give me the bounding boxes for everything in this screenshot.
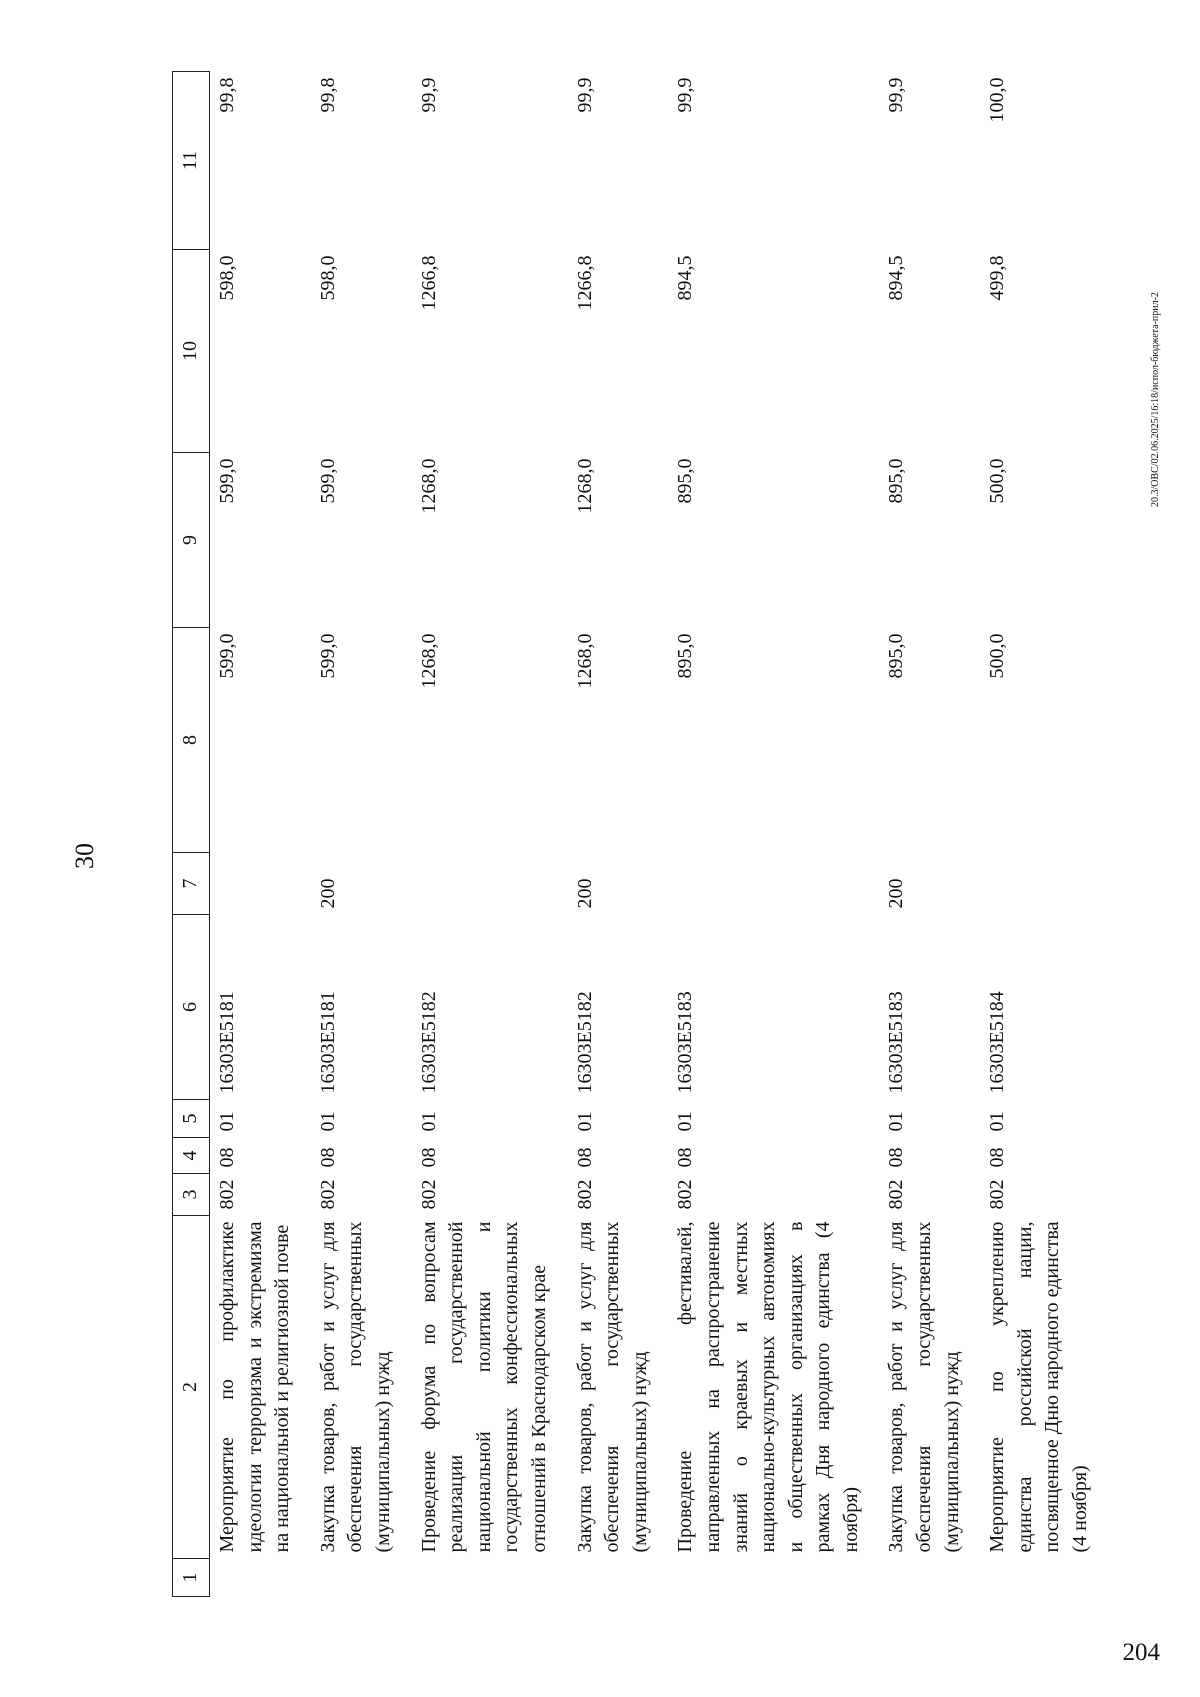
cell-number <box>668 1559 879 1597</box>
cell-value-9: 599,0 <box>316 458 339 504</box>
cell-expense-type <box>210 853 311 915</box>
table-row <box>210 72 311 1597</box>
cell-value-10: 894,5 <box>885 255 908 301</box>
cell-value-11: 99,9 <box>885 77 908 113</box>
cell-description: Закупка товаров, работ и услуг для обеспечения государственных (муниципальных) нужд <box>885 1221 963 1553</box>
col-header: 9 <box>173 453 210 628</box>
cell-value-10: 598,0 <box>316 255 339 301</box>
cell-expense-type: 200 <box>316 878 339 909</box>
cell-number <box>568 1559 669 1597</box>
cell-section: 08 <box>986 1147 1009 1168</box>
cell-value-11: 100,0 <box>986 77 1009 123</box>
cell-description: Мероприятие по профилактике идеологии терроризма и экстремизма на национальной и религиозной почве <box>216 1221 294 1553</box>
cell-target-article: 16303Е5181 <box>216 991 238 1094</box>
cell-value-11: 99,8 <box>316 77 339 113</box>
cell-subsection: 01 <box>216 1111 238 1132</box>
cell-value-11: 99,9 <box>417 77 440 113</box>
cell-value-8: 599,0 <box>216 633 238 679</box>
cell-value-8: 1268,0 <box>417 633 440 689</box>
table-row <box>980 72 1108 1597</box>
budget-table <box>172 71 1109 1597</box>
cell-target-article: 16303Е5182 <box>573 991 596 1094</box>
cell-section: 08 <box>885 1147 908 1168</box>
cell-grbs: 802 <box>316 1179 339 1210</box>
cell-section: 08 <box>674 1147 697 1168</box>
cell-expense-type: 200 <box>573 878 596 909</box>
cell-section: 08 <box>573 1147 596 1168</box>
cell-subsection: 01 <box>417 1111 440 1132</box>
col-header: 6 <box>173 915 210 1100</box>
page-number-top: 30 <box>70 843 99 869</box>
cell-subsection: 01 <box>674 1111 697 1132</box>
document-code: 20.3/ОВС/02.06.2025/16:18/испол-бюджета-прил-2 <box>1150 292 1161 507</box>
cell-expense-type <box>412 853 568 915</box>
cell-grbs: 802 <box>216 1179 238 1210</box>
col-header: 2 <box>173 1216 210 1559</box>
cell-target-article: 16303Е5183 <box>674 991 697 1094</box>
cell-description: Закупка товаров, работ и услуг для обеспечения государственных (муниципальных) нужд <box>316 1221 394 1553</box>
cell-subsection: 01 <box>986 1111 1009 1132</box>
cell-target-article: 16303Е5184 <box>986 991 1009 1094</box>
cell-value-10: 499,8 <box>986 255 1009 301</box>
cell-value-8: 599,0 <box>316 633 339 679</box>
col-header: 4 <box>173 1138 210 1174</box>
col-header: 3 <box>173 1174 210 1216</box>
header-row <box>173 72 210 1597</box>
cell-grbs: 802 <box>885 1179 908 1210</box>
cell-value-9: 1268,0 <box>573 458 596 514</box>
cell-value-11: 99,9 <box>674 77 697 113</box>
cell-value-8: 895,0 <box>885 633 908 679</box>
table-row <box>668 72 879 1597</box>
cell-number <box>879 1559 980 1597</box>
cell-value-10: 1266,8 <box>573 255 596 311</box>
col-header: 1 <box>173 1559 210 1597</box>
cell-value-8: 895,0 <box>674 633 697 679</box>
cell-number <box>980 1559 1108 1597</box>
cell-subsection: 01 <box>316 1111 339 1132</box>
cell-description: Проведение фестивалей, направленных на распространение знаний о краевых и местных национально-культурных автономиях и общественных организациях в рамках Дня народного единства (4 ноября) <box>674 1221 862 1553</box>
cell-value-8: 500,0 <box>986 633 1009 679</box>
cell-value-10: 598,0 <box>216 255 238 301</box>
cell-expense-type <box>668 853 879 915</box>
cell-grbs: 802 <box>986 1179 1009 1210</box>
cell-number <box>412 1559 568 1597</box>
cell-target-article: 16303Е5183 <box>885 991 908 1094</box>
col-header: 5 <box>173 1100 210 1138</box>
cell-value-11: 99,9 <box>573 77 596 113</box>
cell-grbs: 802 <box>573 1179 596 1210</box>
cell-target-article: 16303Е5182 <box>417 991 440 1094</box>
cell-description: Проведение форума по вопросам реализации государственной национальной политики и государственных конфессиональных отношений в Краснодарском крае <box>417 1221 550 1553</box>
cell-target-article: 16303Е5181 <box>316 991 339 1094</box>
cell-value-9: 500,0 <box>986 458 1009 504</box>
cell-expense-type <box>980 853 1108 915</box>
cell-grbs: 802 <box>417 1179 440 1210</box>
cell-value-11: 99,8 <box>216 77 238 113</box>
cell-grbs: 802 <box>674 1179 697 1210</box>
col-header: 8 <box>173 628 210 853</box>
cell-value-10: 1266,8 <box>417 255 440 311</box>
table-row <box>879 72 980 1597</box>
col-header: 10 <box>173 250 210 453</box>
cell-number <box>210 1559 311 1597</box>
cell-description: Закупка товаров, работ и услуг для обеспечения государственных (муниципальных) нужд <box>573 1221 651 1553</box>
col-header: 11 <box>173 72 210 250</box>
table-row <box>412 72 568 1597</box>
cell-subsection: 01 <box>885 1111 908 1132</box>
cell-expense-type: 200 <box>885 878 908 909</box>
sheet-number: 204 <box>1122 1639 1160 1666</box>
cell-number <box>311 1559 412 1597</box>
table-row <box>311 72 412 1597</box>
cell-subsection: 01 <box>573 1111 596 1132</box>
table-row <box>568 72 669 1597</box>
cell-description: Мероприятие по укреплению единства российской нации, посвященное Дню народного единства (4 ноября) <box>986 1221 1092 1553</box>
cell-value-9: 1268,0 <box>417 458 440 514</box>
cell-section: 08 <box>216 1147 238 1168</box>
cell-value-9: 599,0 <box>216 458 238 504</box>
col-header: 7 <box>173 853 210 915</box>
cell-value-9: 895,0 <box>674 458 697 504</box>
cell-value-8: 1268,0 <box>573 633 596 689</box>
cell-value-9: 895,0 <box>885 458 908 504</box>
cell-section: 08 <box>417 1147 440 1168</box>
cell-section: 08 <box>316 1147 339 1168</box>
cell-value-10: 894,5 <box>674 255 697 301</box>
